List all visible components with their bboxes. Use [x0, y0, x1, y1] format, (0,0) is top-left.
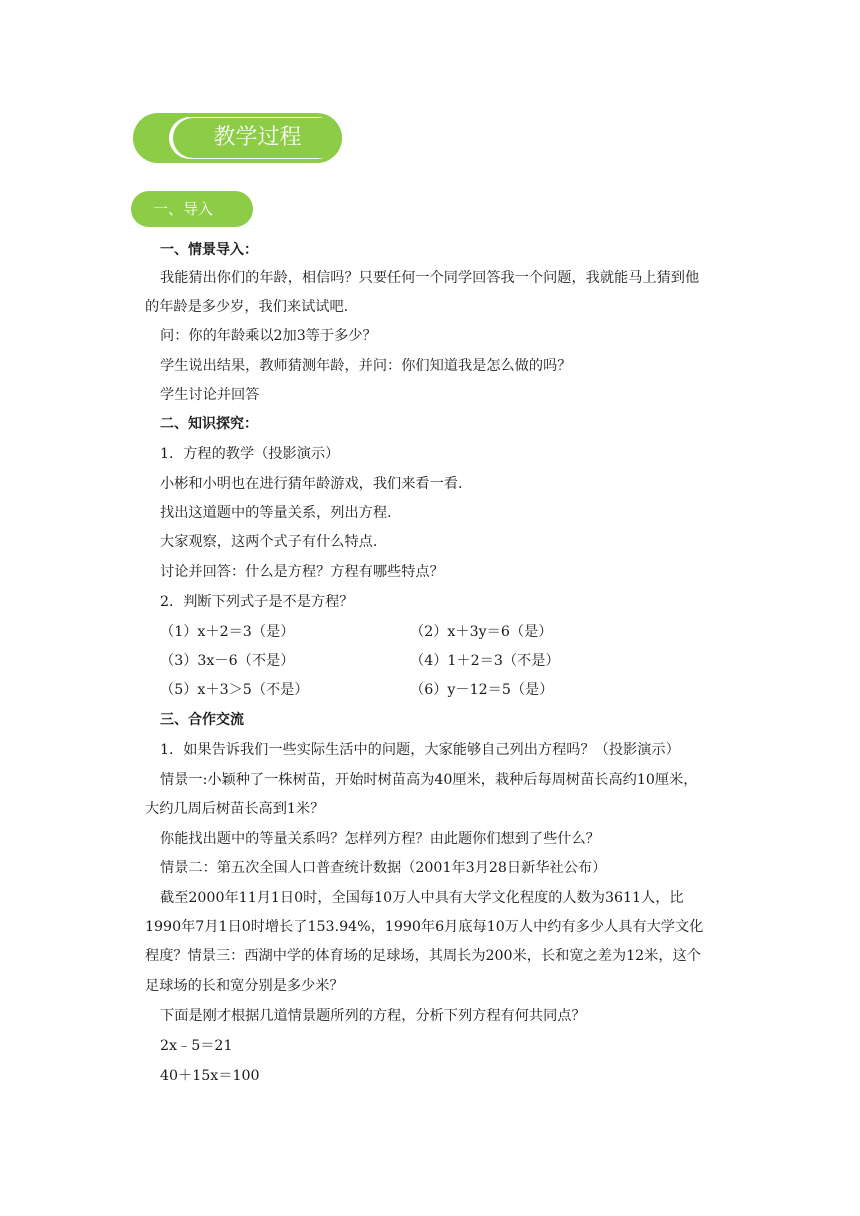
list-item: （2）x＋3y＝6（是） [410, 624, 553, 640]
paragraph: 情景二：第五次全国人口普查统计数据（2001年3月28日新华社公布） [160, 860, 607, 876]
section-banner [133, 113, 342, 163]
paragraph: 情景一:小颖种了一株树苗，开始时树苗高为40厘米，栽种后每周树苗长高约10厘米， [160, 772, 698, 788]
list-item: （5）x＋3＞5（不是） [160, 682, 309, 698]
paragraph: 1．方程的教学（投影演示） [160, 446, 340, 462]
list-item: （4）1＋2＝3（不是） [410, 653, 560, 669]
paragraph: 你能找出题中的等量关系吗？怎样列方程？由此题你们想到了些什么？ [160, 831, 600, 847]
paragraph: 学生说出结果，教师猜测年龄，并问：你们知道我是怎么做的吗？ [160, 358, 572, 374]
paragraph: 1．如果告诉我们一些实际生活中的问题，大家能够自己列出方程吗？（投影演示） [160, 742, 680, 758]
equation: 2x﹣5＝21 [160, 1038, 233, 1054]
paragraph: 找出这道题中的等量关系，列出方程. [160, 505, 392, 521]
list-item: （1）x＋2＝3（是） [160, 624, 295, 640]
paragraph: 下面是刚才根据几道情景题所列的方程，分析下列方程有何共同点？ [160, 1008, 586, 1024]
paragraph: 大约几周后树苗长高到1米？ [145, 801, 325, 817]
heading-cooperation: 三、合作交流 [160, 712, 244, 728]
paragraph: 问：你的年龄乘以2加3等于多少？ [160, 328, 377, 344]
paragraph: 的年龄是多少岁，我们来试试吧. [145, 299, 349, 315]
heading-knowledge: 二、知识探究： [160, 416, 258, 432]
paragraph: 2．判断下列式子是不是方程？ [160, 594, 354, 610]
paragraph: 1990年7月1日0时增长了153.94%，1990年6月底每10万人中约有多少人具有大学文化 [145, 919, 704, 935]
paragraph: 学生讨论并回答 [160, 387, 260, 403]
paragraph: 我能猜出你们的年龄，相信吗？只要任何一个同学回答我一个问题，我就能马上猜到他 [160, 270, 700, 286]
banner-title: 教学过程 [173, 118, 342, 158]
list-item: （3）3x－6（不是） [160, 653, 295, 669]
list-item: （6）y－12＝5（是） [410, 682, 554, 698]
paragraph: 足球场的长和宽分别是多少米？ [145, 978, 344, 994]
subsection-pill: 一、导入 [131, 191, 253, 227]
paragraph: 程度？情景三：西湖中学的体育场的足球场，其周长为200米，长和宽之差为12米，这个 [145, 948, 701, 964]
heading-scenario-intro: 一、情景导入： [160, 242, 258, 258]
paragraph: 讨论并回答：什么是方程？方程有哪些特点？ [160, 564, 444, 580]
paragraph: 小彬和小明也在进行猜年龄游戏，我们来看一看. [160, 476, 463, 492]
paragraph: 截至2000年11月1日0时，全国每10万人中具有大学文化程度的人数为3611人，比 [160, 890, 684, 906]
equation: 40＋15x＝100 [160, 1068, 260, 1084]
paragraph: 大家观察，这两个式子有什么特点. [160, 534, 378, 550]
